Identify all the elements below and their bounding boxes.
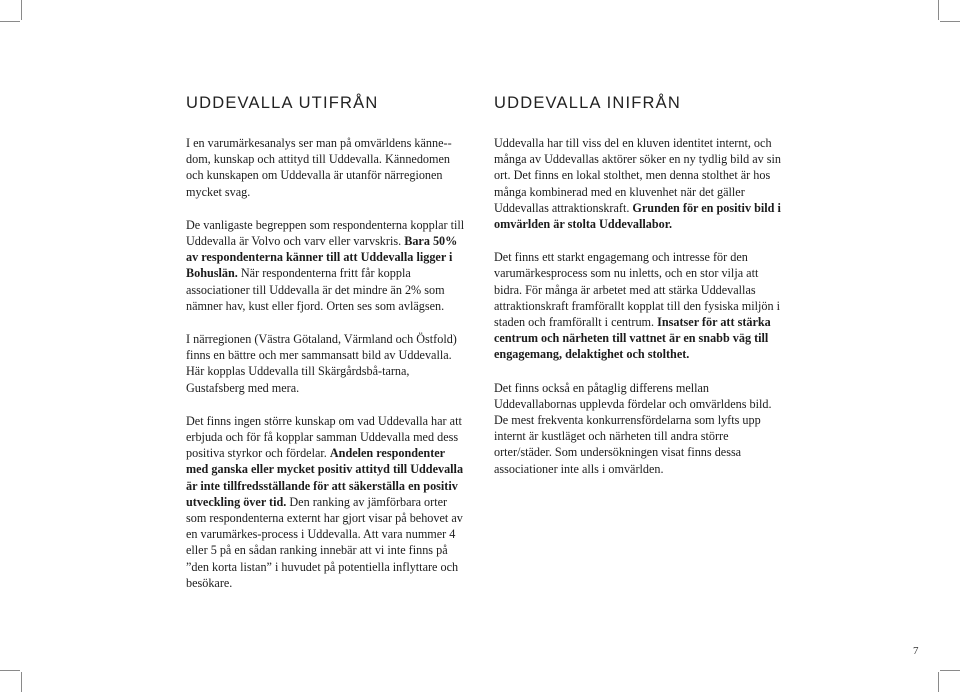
text-run: I närregionen (Västra Götaland, Värmland och Östfold) finns en bättre och mer sammansatt bild av Uddevalla. Här kopplas Uddevalla till Skärgårdsbå-tarna, Gustafsberg med mera. (186, 332, 457, 395)
crop-mark-top-right-horizontal (940, 21, 960, 22)
emphasized-text: Grunden för en positiv bild i omvärlden är stolta Uddevallabor. (494, 200, 781, 232)
text-run: Det finns också en påtaglig differens mellan Uddevallabornas upplevda fördelar och omvärldens bild. De mest frekventa konkurrensfördelarna som lyfts upp internt är kustläget och närheten till andra större orter/städer. Som undersökningen visat finns dessa associationer inte alls i omvärlden. (494, 380, 772, 476)
emphasized-text: Insatser för att stärka centrum och närheten till vattnet är en snabb väg till engagemang, delaktighet och stolthet. (494, 315, 771, 362)
paragraph (186, 331, 466, 396)
text-run: Den ranking av jämförbara orter som respondenterna externt har gjort visar på behovet av en varumärkes-process i Uddevalla. Att vara nummer 4 eller 5 på en sådan ranking innebär att vi inte finns på ”den korta listan” i huvudet på potentiella inflyttare och besökare. (186, 494, 463, 590)
heading-inside-view: UDDEVALLA INIFRÅN (494, 94, 681, 112)
page-number: 7 (913, 645, 919, 657)
crop-mark-bottom-left-horizontal (0, 670, 20, 671)
column-inside-view (494, 94, 786, 494)
emphasized-text: Bara 50% av respondenterna känner till att Uddevalla ligger i Bohuslän. (186, 234, 458, 281)
text-run: Det finns ingen större kunskap om vad Uddevalla har att erbjuda och för få kopplar samman Uddevalla med dess positiva styrkor och fördelar. (186, 413, 462, 461)
crop-mark-top-right-vertical (938, 0, 939, 20)
crop-mark-top-left-vertical (21, 0, 22, 20)
text-run: När respondenterna fritt får koppla associationer till Uddevalla är det mindre än 2% som nämner hav, kust eller fjord. Orten ses som avlägsen. (186, 266, 445, 313)
paragraph (494, 380, 786, 477)
column-outside-view (186, 94, 466, 608)
text-run: De vanligaste begreppen som respondenterna kopplar till Uddevalla är Volvo och varv eller varvskris. (186, 217, 465, 249)
paragraph (494, 249, 786, 362)
text-run: Det finns ett starkt engagemang och intresse för den varumärkesprocess som nu inletts, och en stor vilja att bidra. För många är arbetet med att stärka Uddevallas attraktionskraft framförallt kopplat till den fysiska miljön i staden och framförallt i centrum. (494, 250, 781, 330)
paragraph (186, 217, 466, 314)
paragraph (186, 135, 466, 200)
crop-mark-top-left-horizontal (0, 21, 20, 22)
crop-mark-bottom-right-horizontal (940, 670, 960, 671)
text-run: Uddevalla har till viss del en kluven identitet internt, och många av Uddevallas aktörer söker en ny tydlig bild av sin ort. Det finns en lokal stolthet, men denna stolthet är hos många kombinerad med en kluvenhet när det gäller Uddevallas attraktionskraft. (494, 136, 782, 215)
paragraph (494, 135, 786, 232)
emphasized-text: Andelen respondenter med ganska eller mycket positiv attityd till Uddevalla är inte tillfredsställande för att säkerställa en positiv utveckling över tid. (186, 446, 464, 509)
crop-mark-bottom-right-vertical (938, 672, 939, 692)
crop-mark-bottom-left-vertical (21, 672, 22, 692)
heading-outside-view: UDDEVALLA UTIFRÅN (186, 94, 379, 112)
paragraph (186, 413, 466, 591)
text-run: I en varumärkesanalys ser man på omvärldens känne-dom, kunskap och attityd till Uddevalla. Kännedomen och kunskapen om Uddevalla är utanför närregionen mycket svag. (186, 136, 452, 199)
